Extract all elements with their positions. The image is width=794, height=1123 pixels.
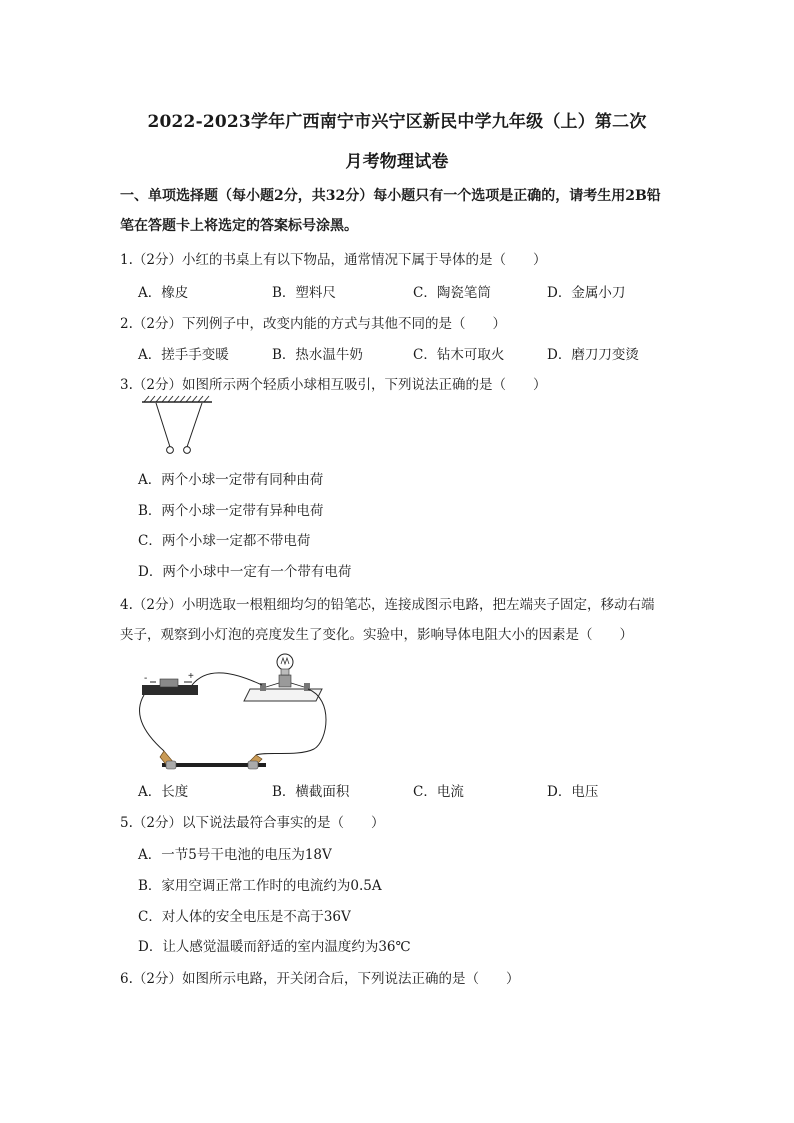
question-4-stem-line2: 夹子，观察到小灯泡的亮度发生了变化。实验中，影响导体电阻大小的因素是（ ） [120,627,633,643]
q5-option-d: D．让人感觉温暖而舒适的室内温度约为36℃ [138,939,411,955]
q1-option-a: A．橡皮 [138,285,189,301]
figure-two-balls [140,394,220,466]
wire-battery-to-lamp [192,673,262,685]
figure-pencil-lead-circuit [138,645,328,773]
page-title-line1: 2022-2023学年广西南宁市兴宁区新民中学九年级（上）第二次 [147,112,647,132]
battery-cell [160,679,178,687]
q2-option-a: A．搓手手变暖 [138,347,229,363]
q3-option-a: A．两个小球一定带有同种由荷 [138,472,324,488]
q5-option-c: C．对人体的安全电压是不高于36V [138,909,351,925]
q5-option-a: A．一节5号干电池的电压为18V [138,847,332,863]
q3-option-b: B．两个小球一定带有异种电荷 [138,503,324,519]
question-4-stem-line1: 4.（2分）小明选取一根粗细均匀的铅笔芯，连接成图示电路，把左端夹子固定，移动右端 [120,597,655,613]
section-heading [120,181,680,241]
q2-option-b: B．热水温牛奶 [272,347,363,363]
question-1-stem: 1.（2分）小红的书桌上有以下物品，通常情况下属于导体的是（ ） [120,252,547,268]
q2-option-d: D．磨刀刀变烫 [547,347,639,363]
lamp-board [244,689,322,701]
q4-option-a: A．长度 [138,784,189,800]
q3-option-c: C．两个小球一定都不带电荷 [138,533,311,549]
question-3-stem: 3.（2分）如图所示两个轻质小球相互吸引，下列说法正确的是（ ） [120,377,547,393]
q4-option-d: D．电压 [547,784,599,800]
section-heading-line1: 一、单项选择题（每小题2分，共32分）每小题只有一个选项是正确的，请考生用2B铅 [120,188,661,204]
question-6-stem: 6.（2分）如图所示电路，开关闭合后，下列说法正确的是（ ） [120,971,520,987]
bulb [277,654,293,670]
q1-option-d: D．金属小刀 [547,285,626,301]
q4-option-c: C．电流 [413,784,464,800]
q5-option-b: B．家用空调正常工作时的电流约为0.5A [138,878,382,894]
wire-battery-to-left-clip [140,695,164,751]
q1-option-c: C．陶瓷笔筒 [413,285,491,301]
q2-option-c: C．钻木可取火 [413,347,505,363]
right-ball [184,447,191,454]
question-2-stem: 2.（2分）下列例子中，改变内能的方式与其他不同的是（ ） [120,316,506,332]
battery-plus: + [188,671,194,682]
q1-option-b: B．塑料尺 [272,285,336,301]
left-ball [167,447,174,454]
question-5-stem: 5.（2分）以下说法最符合事实的是（ ） [120,815,385,831]
q3-option-d: D．两个小球中一定有一个带有电荷 [138,564,352,580]
battery-minus: - [144,673,148,684]
page-title-line2: 月考物理试卷 [345,152,449,172]
section-heading-line2: 笔在答题卡上将选定的答案标号涂黑。 [120,218,358,234]
q4-option-b: B．横截面积 [272,784,350,800]
